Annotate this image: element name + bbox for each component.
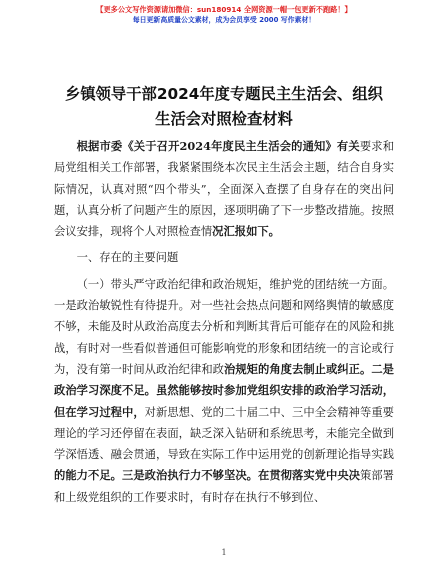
document-title-line-2: 生活会对照检查材料 [155,110,293,128]
item-1-body-f: 策部署和上级党组织的工作要求时，有时存在执行不够到位、 [54,469,394,504]
intro-bold-tail: 况汇报如下。 [212,224,280,239]
item-1-paragraph [54,274,394,508]
document-title [40,82,408,132]
item-1-bold-b: 虽然能够按时参加党组织安排的政治学习活动，但在学习过程中， [54,383,394,419]
document-body [54,136,394,508]
item-1-text: （一）带头严守政治纪律和政治规矩，维护党的团结统一方面。一是政治敏锐性有待提升。对一些社会热点问题和网络舆情的敏感度不够，未能及时从政治高度去分析和判断其背后可能存在的风险和挑战，有时对一些看似普通但可能影响党的形象和团结统一的言论或行为，没有第一时间从政治纪律和政 [54,277,394,376]
promo-banner-line-2: 每日更新高质量公文素材，成为会员享受 2000 写作素材！ [132,16,316,24]
item-1-bold-a: 治规矩的角度去制止或纠正。二是政治学习深度不足。 [54,361,394,398]
intro-paragraph [54,136,394,242]
promo-banner-line-1: 【更多公文写作资源请加微信：sun180914 全网资源一帽一包更新不跑路！】 [96,5,352,14]
section-heading-problems: 一、存在的主要问题 [76,251,179,265]
page-number: 1 [221,548,227,557]
promo-banner [0,4,448,26]
item-1-bold-d: 的能力不足。三是政治执行力不够坚决。 [54,468,258,483]
intro-bold-text: 根据市委《关于召开2024年度民主生活会的通知》有关 [76,139,360,153]
item-1-body-c: 对新思想、党的二十届二中、三中全会精神等重要理论的学习还停留在表面，缺乏深入钻研和系统思考，未能完全做到学深悟透、融会贯通，导致在实际工作中运用党的创新理论指导实践 [54,405,394,462]
document-title-line-1: 乡镇领导干部2024年度专题民主生活会、组织 [65,85,383,103]
item-1-bold-e: 在贯彻落实党中央决 [258,468,360,483]
intro-body-text: 要求和局党组相关工作部署，我紧紧围绕本次民主生活会主题，结合自身实际情况，认真对照“四个带头”，全面深入查摆了自身存在的突出问题，认真分析了问题产生的原因，逐项明确了下一步整改措施。按照会议安排，现将个人对照检查情 [54,140,394,239]
